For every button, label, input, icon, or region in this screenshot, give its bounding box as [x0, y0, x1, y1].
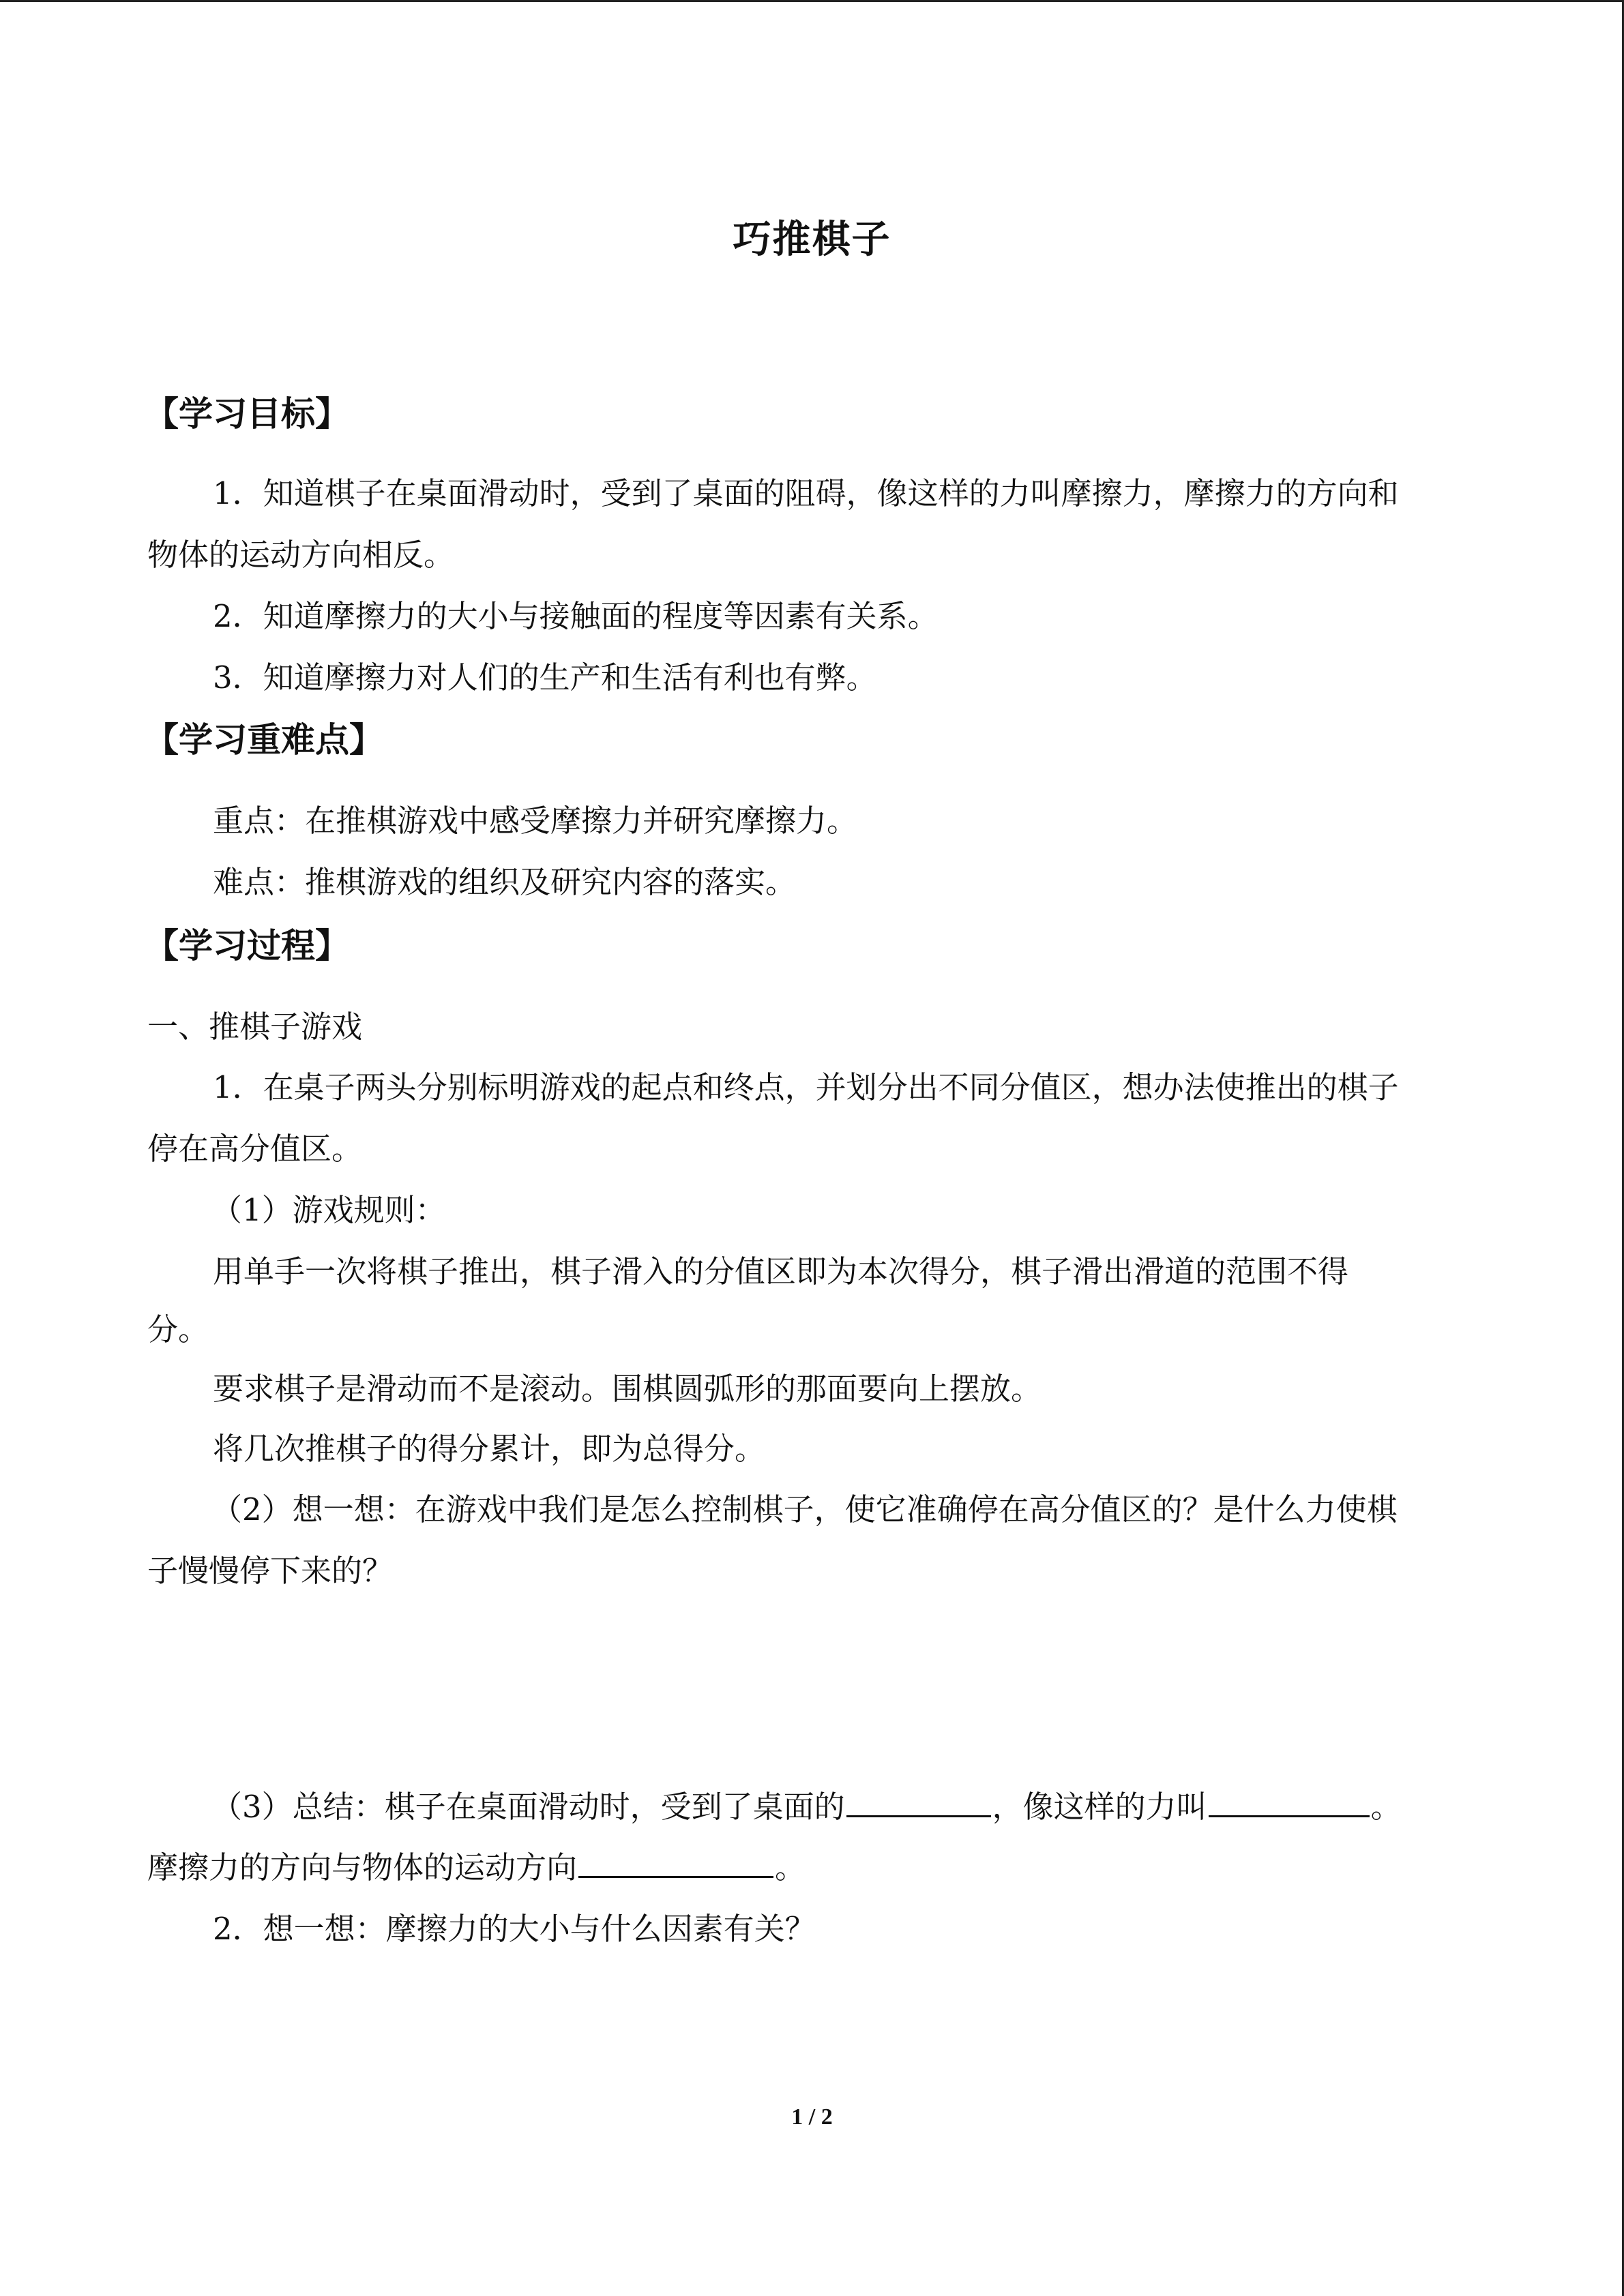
- summary-text-e: 。: [775, 1849, 806, 1885]
- think-line-1: （2）想一想：在游戏中我们是怎么控制棋子，使它准确停在高分值区的？是什么力使棋: [211, 1491, 1398, 1527]
- rules-title: （1）游戏规则：: [211, 1192, 446, 1228]
- difficult-point: 难点：推棋游戏的组织及研究内容的落实。: [213, 864, 797, 900]
- blank-resistance[interactable]: [846, 1785, 991, 1817]
- summary-text-a: （3）总结：棋子在桌面滑动时，受到了桌面的: [211, 1789, 845, 1825]
- page-border-top: [0, 0, 1624, 2]
- summary-text-b: ，像这样的力叫: [992, 1789, 1207, 1825]
- blank-force-name[interactable]: [1209, 1785, 1370, 1817]
- rule-2: 要求棋子是滑动而不是滚动。围棋圆弧形的那面要向上摆放。: [213, 1371, 1042, 1407]
- part-1-title: 一、推棋子游戏: [147, 1009, 363, 1045]
- summary-line-2: [147, 1846, 806, 1890]
- think-line-2: 子慢慢停下来的？: [147, 1553, 394, 1589]
- section-heading-key-points: 【学习重难点】: [145, 720, 383, 760]
- page-number: 1 / 2: [791, 2104, 833, 2130]
- section-heading-goals: 【学习目标】: [145, 394, 349, 434]
- summary-text-d: 摩擦力的方向与物体的运动方向: [147, 1849, 578, 1885]
- goal-2: 2．知道摩擦力的大小与接触面的程度等因素有关系。: [213, 598, 939, 634]
- section-heading-process: 【学习过程】: [145, 926, 349, 966]
- step-1-line-1: 1．在桌子两头分别标明游戏的起点和终点，并划分出不同分值区，想办法使推出的棋子: [213, 1069, 1399, 1105]
- rule-1-line-2: 分。: [147, 1311, 209, 1347]
- goal-3: 3．知道摩擦力对人们的生产和生活有利也有弊。: [213, 659, 877, 696]
- blank-direction[interactable]: [578, 1846, 773, 1878]
- key-point: 重点：在推棋游戏中感受摩擦力并研究摩擦力。: [213, 803, 858, 839]
- goal-1-line-2: 物体的运动方向相反。: [147, 537, 455, 573]
- rule-1-line-1: 用单手一次将棋子推出，棋子滑入的分值区即为本次得分，棋子滑出滑道的范围不得: [213, 1253, 1349, 1289]
- page-title: 巧推棋子: [733, 218, 891, 262]
- summary-line-1: [211, 1785, 1402, 1829]
- rule-3: 将几次推棋子的得分累计，即为总得分。: [213, 1431, 766, 1467]
- summary-text-c: 。: [1370, 1789, 1402, 1825]
- goal-1-line-1: 1．知道棋子在桌面滑动时，受到了桌面的阻碍，像这样的力叫摩擦力，摩擦力的方向和: [213, 475, 1399, 511]
- step-2: 2．想一想：摩擦力的大小与什么因素有关？: [213, 1911, 816, 1947]
- step-1-line-2: 停在高分值区。: [147, 1131, 363, 1167]
